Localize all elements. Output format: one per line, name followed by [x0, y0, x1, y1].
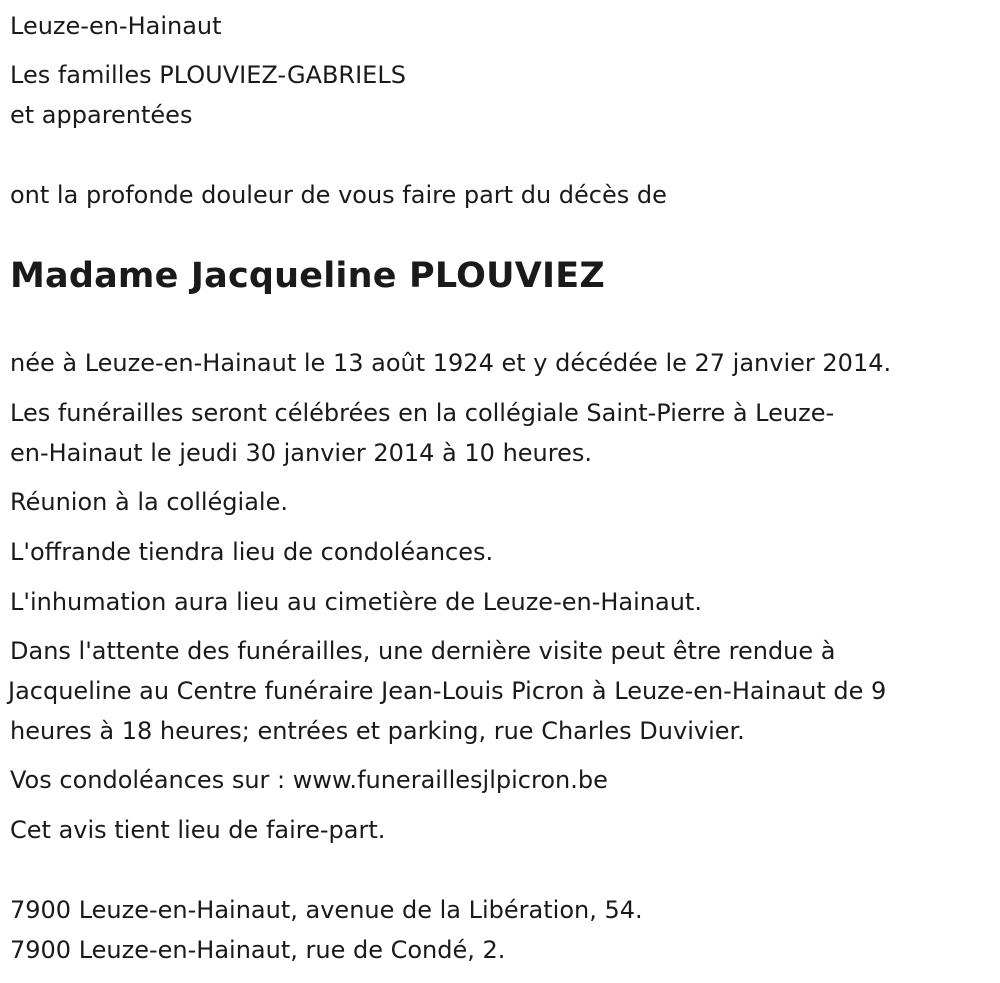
address-1: 7900 Leuze-en-Hainaut, avenue de la Libération, 54. [10, 896, 643, 924]
birth-death-line: née à Leuze-en-Hainaut le 13 août 1924 et y décédée le 27 janvier 2014. [10, 349, 892, 377]
funeral-line-2: en-Hainaut le jeudi 30 janvier 2014 à 10 heures. [10, 439, 592, 467]
location-heading: Leuze-en-Hainaut [10, 12, 222, 40]
address-2: 7900 Leuze-en-Hainaut, rue de Condé, 2. [10, 936, 506, 964]
announcement-intro: ont la profonde douleur de vous faire part du décès de [10, 181, 667, 209]
visit-line-2: Jacqueline au Centre funéraire Jean-Louis Picron à Leuze-en-Hainaut de 9 [8, 677, 887, 705]
condolences-line: Vos condoléances sur : www.funeraillesjlpicron.be [10, 766, 608, 794]
meeting-line: Réunion à la collégiale. [10, 488, 288, 516]
families-line-1: Les familles PLOUVIEZ-GABRIELS [10, 61, 406, 89]
visit-line-1: Dans l'attente des funérailles, une dernière visite peut être rendue à [10, 637, 836, 665]
notice-line: Cet avis tient lieu de faire-part. [10, 816, 386, 844]
families-line-2: et apparentées [10, 101, 193, 129]
offering-line: L'offrande tiendra lieu de condoléances. [10, 538, 494, 566]
funeral-line-1: Les funérailles seront célébrées en la collégiale Saint-Pierre à Leuze- [10, 399, 835, 427]
visit-line-3: heures à 18 heures; entrées et parking, rue Charles Duvivier. [10, 717, 745, 745]
deceased-name: Madame Jacqueline PLOUVIEZ [10, 256, 605, 296]
burial-line: L'inhumation aura lieu au cimetière de Leuze-en-Hainaut. [10, 588, 702, 616]
